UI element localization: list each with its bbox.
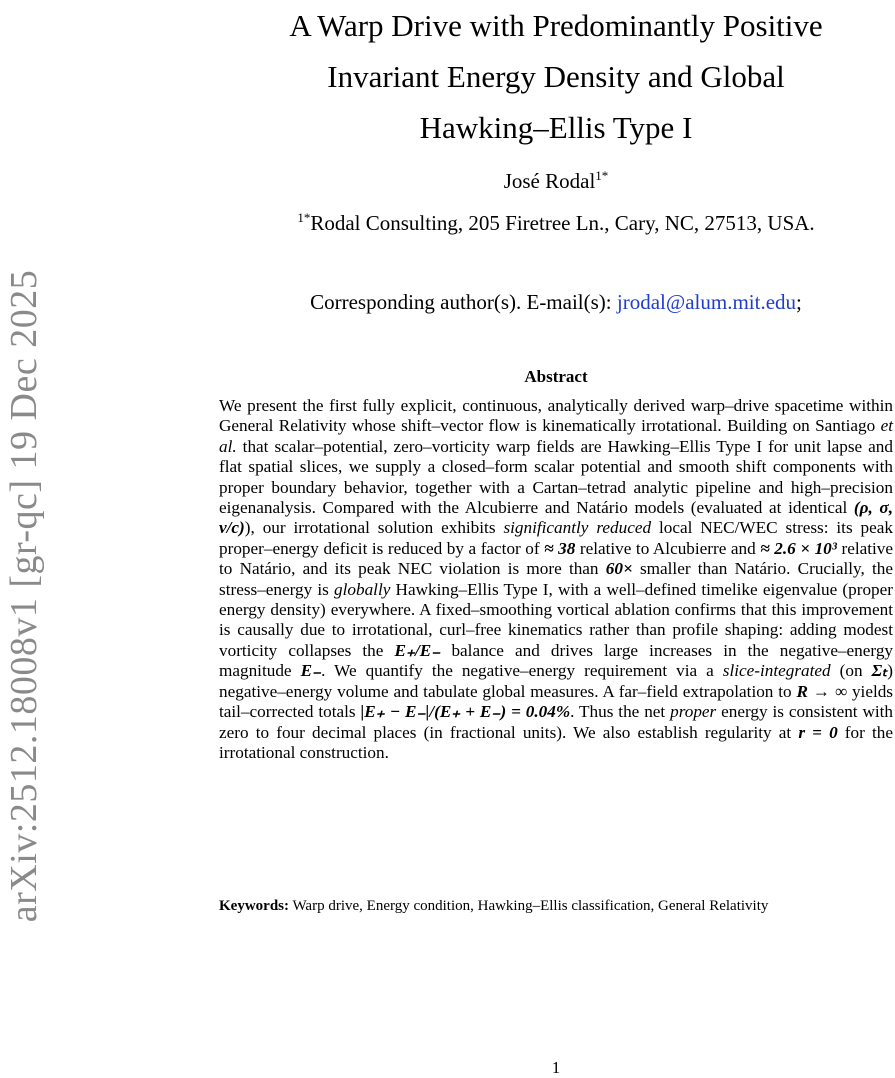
author-line bbox=[218, 168, 894, 194]
abstract-text: yields tail–corrected totals bbox=[219, 681, 894, 722]
abstract-math: Σₜ bbox=[871, 661, 888, 681]
abstract-text: that scalar–potential, zero–vorticity warp fields are Hawking–Ellis Type I for unit lapse and flat spatial slices, we supply a closed–form scalar potential and smooth shift components with proper boundary behavior, together with a Cartan–tetrad analytic pipeline and high–precision eigenanalysis. Compared with the Alcubierre and Natário models (evaluated at identical bbox=[219, 436, 893, 518]
abstract-text: ), our irrotational solution exhibits bbox=[244, 518, 504, 538]
author-name: José Rodal bbox=[503, 169, 596, 193]
abstract-math: r = 0 bbox=[798, 722, 838, 742]
title-line-2: Invariant Energy Density and Global bbox=[327, 59, 785, 94]
abstract-math: R → ∞ bbox=[796, 681, 848, 701]
title-line-3: Hawking–Ellis Type I bbox=[419, 110, 693, 145]
abstract-heading: Abstract bbox=[524, 367, 588, 386]
abstract-math: |E₊ − E₋|/(E₊ + E₋) = 0.04% bbox=[360, 702, 571, 722]
abstract-text: energy is consistent with zero to four decimal places (in fractional units). We also establish regularity at bbox=[219, 702, 894, 742]
abstract-math: (ρ, σ, v/c) bbox=[219, 498, 893, 538]
abstract-text: relative to Alcubierre and bbox=[575, 538, 761, 558]
keywords-label: Keywords: bbox=[219, 898, 289, 914]
arxiv-sidebar bbox=[0, 0, 52, 1076]
abstract-text: . We quantify the negative–energy requirement via a bbox=[321, 661, 723, 681]
abstract-emphasis: proper bbox=[670, 702, 717, 722]
email-link[interactable]: jrodal@alum.mit.edu bbox=[616, 290, 797, 314]
abstract-math: 60× bbox=[605, 559, 633, 579]
corresponding-suffix: ; bbox=[796, 290, 802, 314]
abstract-math: E₋ bbox=[300, 661, 322, 681]
abstract-math: ≈ 38 bbox=[544, 538, 576, 558]
abstract-text: smaller than Natário. Crucially, the stress–energy is bbox=[219, 559, 893, 599]
page-number: 1 bbox=[551, 1058, 561, 1077]
abstract-text: (on bbox=[830, 661, 872, 681]
abstract-text: balance and drives large increases in the negative–energy magnitude bbox=[219, 640, 894, 681]
title-line-1: A Warp Drive with Predominantly Positive bbox=[289, 8, 823, 43]
abstract-emphasis: slice-integrated bbox=[722, 661, 831, 681]
abstract-body bbox=[219, 396, 893, 763]
affiliation-text: Rodal Consulting, 205 Firetree Ln., Cary, NC, 27513, USA. bbox=[310, 211, 815, 235]
abstract-text: Hawking–Ellis Type I, with a well–defined timelike eigenvalue (proper energy density) everywhere. A fixed–smoothing vortical ablation confirms that this improvement is causally due to irrotational, curl–free kinematics rather than profile shaping: adding modest vorticity collapses the bbox=[219, 579, 893, 660]
author-marker: 1* bbox=[595, 168, 609, 183]
abstract-text: relative to Natário, and its peak NEC violation is more than bbox=[219, 538, 894, 579]
keywords-text: Warp drive, Energy condition, Hawking–Ellis classification, General Relativity bbox=[289, 898, 769, 914]
abstract-text: . Thus the net bbox=[570, 702, 671, 722]
abstract-math: E₊/E₋ bbox=[394, 640, 441, 660]
abstract-emphasis: significantly reduced bbox=[503, 518, 652, 538]
abstract-text: local NEC/WEC stress: its peak proper–energy deficit is reduced by a factor of bbox=[219, 518, 893, 558]
abstract-math: ≈ 2.6 × 10³ bbox=[760, 538, 837, 558]
affiliation-marker: 1* bbox=[297, 210, 311, 225]
abstract-emphasis: globally bbox=[334, 579, 391, 599]
corresponding-label: Corresponding author(s). E-mail(s): bbox=[310, 290, 617, 314]
abstract-text: for the irrotational construction. bbox=[219, 722, 893, 762]
paper-title bbox=[218, 0, 894, 153]
abstract-emphasis: et al. bbox=[219, 416, 893, 456]
abstract-text: We present the first fully explicit, continuous, analytically derived warp–drive spacetime within General Relativity whose shift–vector flow is kinematically irrotational. Building on Santiago bbox=[219, 396, 893, 436]
corresponding-author bbox=[218, 290, 894, 315]
abstract-text: ) negative–energy volume and tabulate global measures. A far–field extrapolation to bbox=[219, 661, 893, 701]
arxiv-identifier: arXiv:2512.18008v1 [gr-qc] 19 Dec 2025 bbox=[3, 269, 45, 923]
keywords bbox=[219, 897, 859, 916]
affiliation bbox=[218, 210, 894, 236]
